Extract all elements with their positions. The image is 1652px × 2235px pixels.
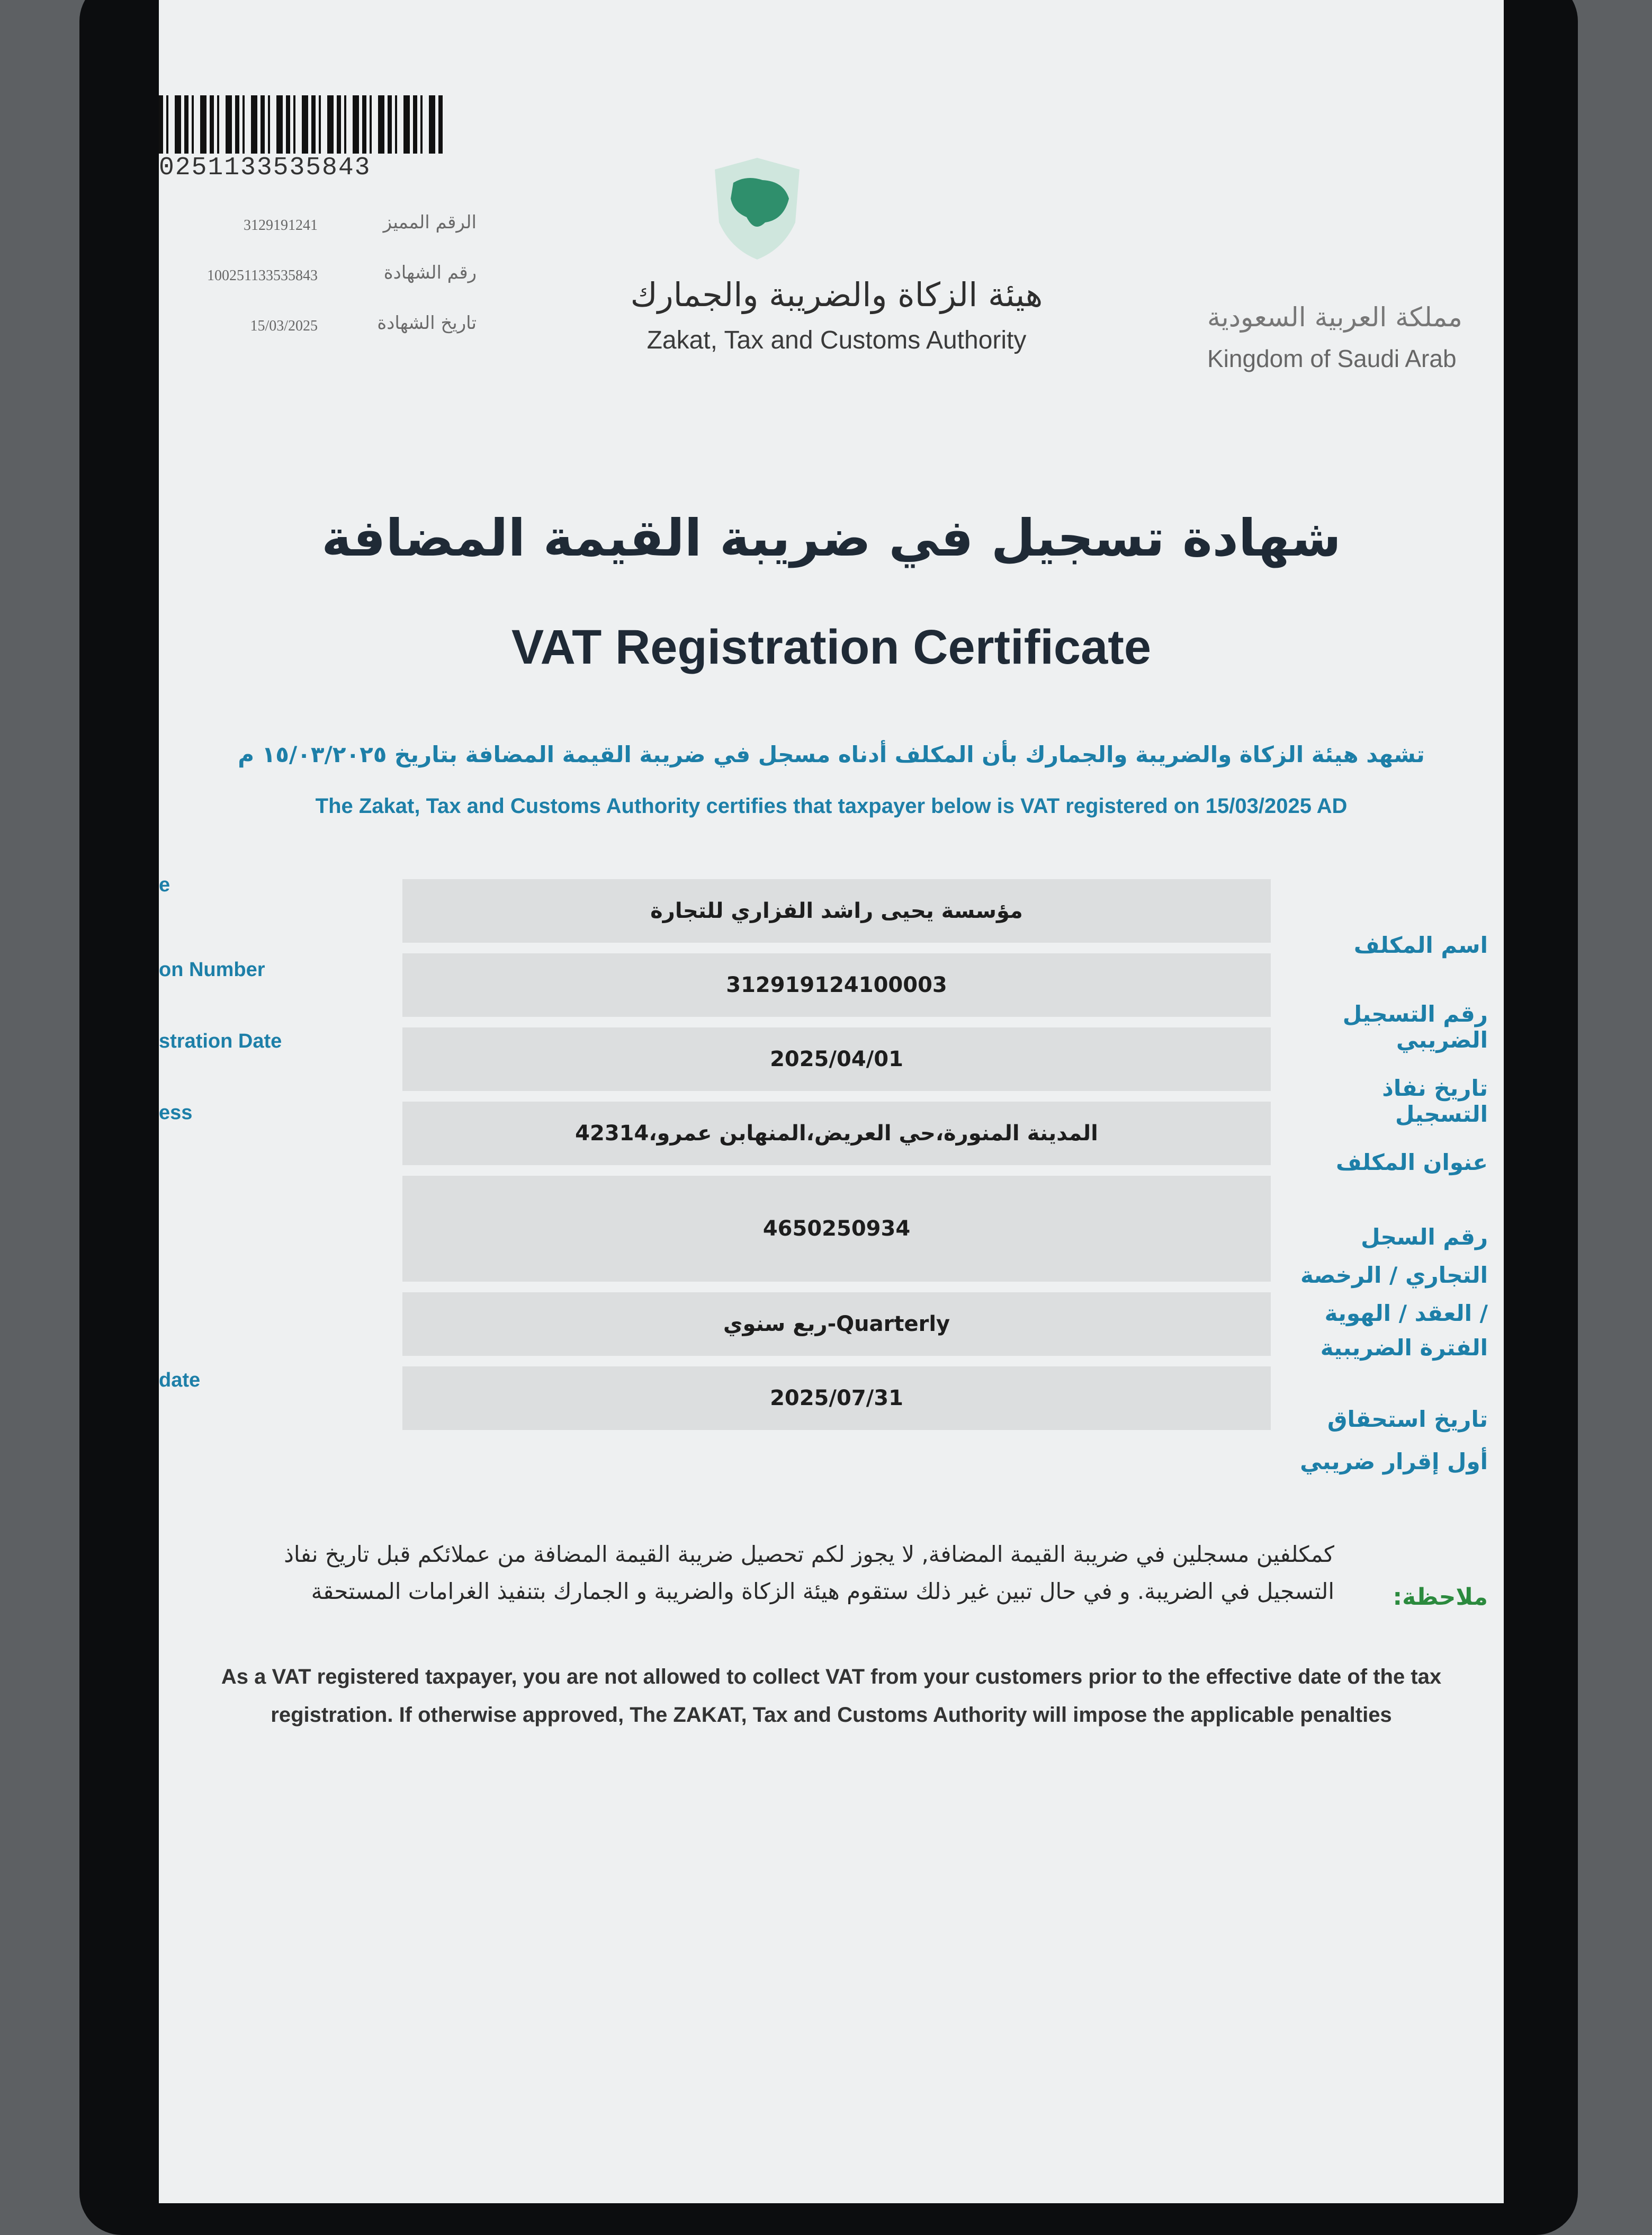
note-label: ملاحظة: (1393, 1584, 1488, 1611)
certify-text-ar: تشهد هيئة الزكاة والضريبة والجمارك بأن المكلف أدناه مسجل في ضريبة القيمة المضافة بتاريخ ١٥/٠٣/٢٠٢٥ م (238, 741, 1425, 767)
barcode-number: 0251133535843 (159, 154, 455, 185)
cr-number-value: 4650250934 (402, 1176, 1271, 1282)
taxpayer-name-label-en: e (159, 874, 170, 896)
address-value: المدينة المنورة،حي العريض،المنهابن عمرو،42314 (402, 1102, 1271, 1165)
vat-number-label-en: on Number (159, 959, 265, 981)
document-screen (159, 0, 1504, 2203)
effective-date-label: تاريخ نفاذ التسجيل (1382, 1075, 1488, 1127)
title-ar: شهادة تسجيل في ضريبة القيمة المضافة (321, 508, 1341, 568)
org-name-ar: هيئة الزكاة والضريبة والجمارك (630, 275, 1043, 314)
address-label-en: ess (159, 1102, 193, 1124)
meta-certificate-number (180, 262, 477, 299)
country-name-en: Kingdom of Saudi Arab (1207, 345, 1457, 372)
title-en: VAT Registration Certificate (511, 620, 1152, 674)
tax-period-value: ربع سنوي-Quarterly (402, 1292, 1271, 1356)
certify-text-en: The Zakat, Tax and Customs Authority certifies that taxpayer below is VAT registered on 15/03/2025 AD (315, 794, 1348, 818)
note-text-ar: كمكلفين مسجلين في ضريبة القيمة المضافة, لا يجوز لكم تحصيل ضريبة القيمة المضافة من عملائكم قبل تاريخ نفاذ التسجيل في الضريبة. و في حال تبين غير ذلك ستقوم هيئة الزكاة والضريبة و الجمارك بتنفيذ الغرامات المستحقة (284, 1541, 1334, 1604)
tax-period-label: الفترة الضريبية (1320, 1335, 1488, 1361)
meta-certificate-date (180, 312, 477, 350)
cr-number-label: رقم السجل التجاري / الرخصة / العقد / الهوية (1300, 1224, 1488, 1326)
effective-date-value: 2025/04/01 (402, 1027, 1271, 1091)
country-name-ar: مملكة العربية السعودية (1207, 302, 1462, 333)
zatca-logo-icon (704, 154, 810, 265)
effective-date-label-en: stration Date (159, 1030, 282, 1052)
meta-label: تاريخ الشهادة (377, 312, 477, 334)
taxpayer-name-label: اسم المكلف (1353, 932, 1488, 958)
meta-unique-number (180, 212, 477, 249)
meta-label: رقم الشهادة (383, 262, 477, 283)
first-return-date-label-en: date (159, 1369, 201, 1391)
address-label: عنوان المكلف (1336, 1149, 1488, 1175)
org-name-en: Zakat, Tax and Customs Authority (647, 326, 1027, 354)
vat-number-label: رقم التسجيل الضريبي (1342, 1001, 1488, 1053)
meta-value: 100251133535843 (207, 267, 318, 284)
first-return-date-value: 2025/07/31 (402, 1366, 1271, 1430)
note-text-en: As a VAT registered taxpayer, you are not allowed to collect VAT from your customers prior to the effective date of the tax registration. If otherwise approved, The ZAKAT, Tax and Customs Authority will impose the applicable penalties (221, 1665, 1442, 1727)
meta-label: الرقم المميز (383, 212, 477, 233)
meta-value: 15/03/2025 (250, 318, 318, 334)
vat-number-value: 312919124100003 (402, 953, 1271, 1017)
first-return-date-label: تاريخ استحقاق أول إقرار ضريبي (1300, 1406, 1488, 1474)
meta-value: 3129191241 (244, 217, 318, 234)
taxpayer-name-value: مؤسسة يحيى راشد الفزاري للتجارة (402, 879, 1271, 943)
